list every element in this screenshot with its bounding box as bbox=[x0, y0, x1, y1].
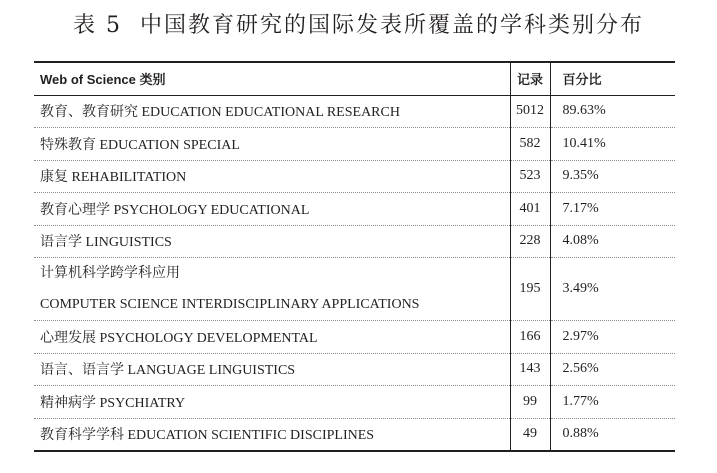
table-title bbox=[0, 8, 717, 39]
row-count: 143 bbox=[510, 353, 550, 386]
table-row bbox=[34, 95, 675, 128]
row-category-en: COMPUTER SCIENCE INTERDISCIPLINARY APPLICATIONS bbox=[40, 297, 420, 312]
table-row bbox=[34, 258, 675, 321]
row-category: 特殊教育 EDUCATION SPECIAL bbox=[34, 128, 510, 161]
table-row bbox=[34, 128, 675, 161]
header-percent: 百分比 bbox=[562, 72, 602, 88]
row-category: 语言学 LINGUISTICS bbox=[34, 225, 510, 258]
table-row bbox=[34, 193, 675, 226]
row-percent: 2.56% bbox=[550, 353, 675, 386]
table-number: 表 5 bbox=[72, 13, 122, 38]
row-count: 195 bbox=[510, 258, 550, 321]
row-category: 康复 REHABILITATION bbox=[34, 160, 510, 193]
row-category: 教育科学学科 EDUCATION SCIENTIFIC DISCIPLINES bbox=[34, 418, 510, 451]
row-count: 166 bbox=[510, 321, 550, 354]
table-row bbox=[34, 160, 675, 193]
row-category: 精神病学 PSYCHIATRY bbox=[34, 386, 510, 419]
row-count: 401 bbox=[510, 193, 550, 226]
row-count: 228 bbox=[510, 225, 550, 258]
row-percent: 4.08% bbox=[550, 225, 675, 258]
row-category-zh: 计算机科学跨学科应用 bbox=[40, 266, 180, 281]
table-row bbox=[34, 353, 675, 386]
row-percent: 0.88% bbox=[550, 418, 675, 451]
row-percent: 10.41% bbox=[550, 128, 675, 161]
table-row bbox=[34, 418, 675, 451]
row-count: 582 bbox=[510, 128, 550, 161]
row-percent: 7.17% bbox=[550, 193, 675, 226]
row-count: 99 bbox=[510, 386, 550, 419]
table-caption: 中国教育研究的国际发表所覆盖的学科类别分布 bbox=[139, 13, 644, 38]
row-percent: 3.49% bbox=[550, 258, 675, 321]
row-percent: 89.63% bbox=[550, 95, 675, 128]
row-category: 教育心理学 PSYCHOLOGY EDUCATIONAL bbox=[34, 193, 510, 226]
row-percent: 1.77% bbox=[550, 386, 675, 419]
row-count: 5012 bbox=[510, 95, 550, 128]
table-row bbox=[34, 386, 675, 419]
row-percent: 9.35% bbox=[550, 160, 675, 193]
row-category: 心理发展 PSYCHOLOGY DEVELOPMENTAL bbox=[34, 321, 510, 354]
table-header-row bbox=[34, 62, 675, 95]
row-category: 教育、教育研究 EDUCATION EDUCATIONAL RESEARCH bbox=[34, 95, 510, 128]
row-percent: 2.97% bbox=[550, 321, 675, 354]
row-count: 49 bbox=[510, 418, 550, 451]
row-category: 语言、语言学 LANGUAGE LINGUISTICS bbox=[34, 353, 510, 386]
table-row bbox=[34, 321, 675, 354]
header-category: Web of Science 类别 bbox=[40, 72, 166, 88]
category-table bbox=[34, 61, 675, 452]
row-category bbox=[34, 258, 510, 321]
row-count: 523 bbox=[510, 160, 550, 193]
header-count: 记录 bbox=[510, 62, 550, 95]
table-row bbox=[34, 225, 675, 258]
